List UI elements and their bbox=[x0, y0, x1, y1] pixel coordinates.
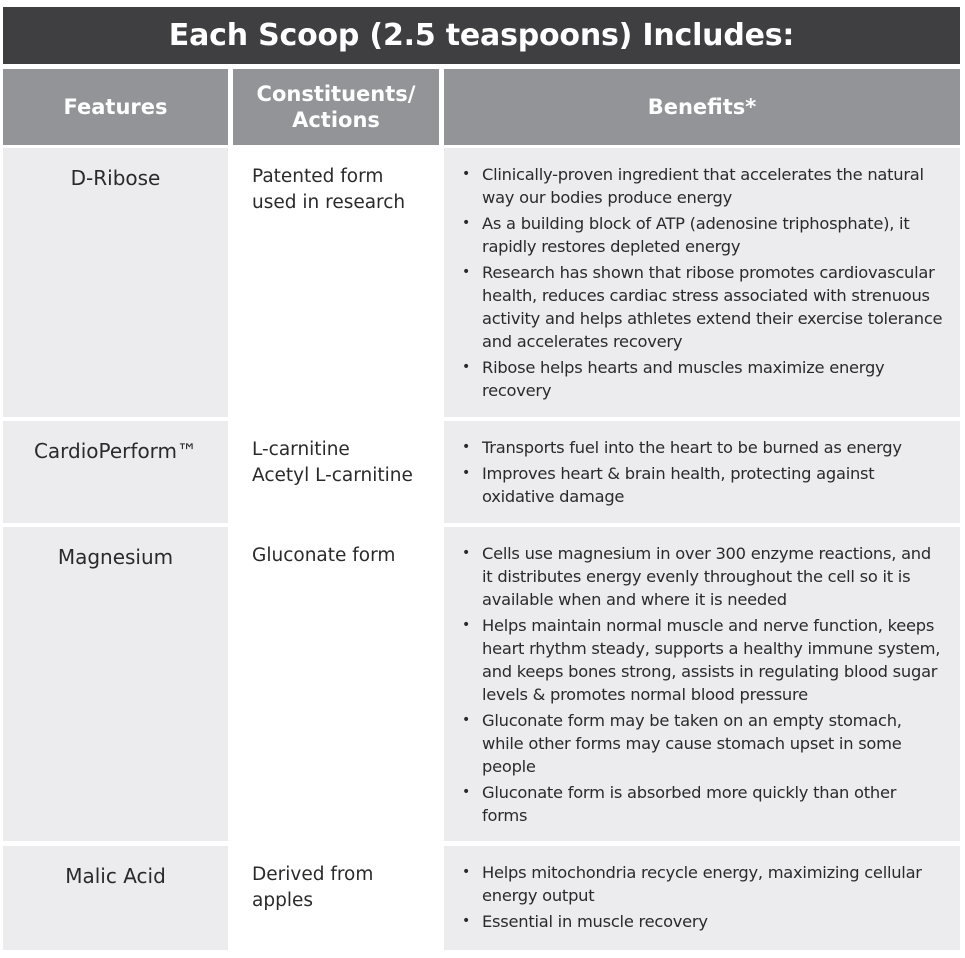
benefits-cell bbox=[444, 421, 960, 523]
table-row-cardioperform bbox=[0, 421, 965, 523]
benefits-list bbox=[462, 861, 946, 933]
bullet-icon: • bbox=[462, 913, 471, 929]
benefits-cell bbox=[444, 148, 960, 417]
constituent-line: L-carnitine bbox=[252, 439, 350, 460]
bullet-icon: • bbox=[462, 864, 471, 880]
benefit-item bbox=[462, 709, 946, 778]
benefit-text: Gluconate form may be taken on an empty stomach, while other forms may cause stomach upset in some people bbox=[482, 711, 902, 776]
bullet-icon: • bbox=[462, 712, 471, 728]
feature-cell: CardioPerform™ bbox=[3, 421, 228, 523]
benefit-text: Improves heart & brain health, protecting against oxidative damage bbox=[482, 464, 875, 506]
header-features: Features bbox=[3, 69, 228, 145]
benefits-cell bbox=[444, 846, 960, 950]
constituents-cell bbox=[252, 148, 442, 417]
header-benefits: Benefits* bbox=[444, 69, 960, 145]
bullet-icon: • bbox=[462, 465, 471, 481]
constituent-line: Acetyl L-carnitine bbox=[252, 465, 413, 486]
benefit-text: Gluconate form is absorbed more quickly than other forms bbox=[482, 783, 897, 825]
benefit-item bbox=[462, 781, 946, 827]
bullet-icon: • bbox=[462, 545, 471, 561]
bullet-icon: • bbox=[462, 784, 471, 800]
bullet-icon: • bbox=[462, 439, 471, 455]
benefit-text: Ribose helps hearts and muscles maximize energy recovery bbox=[482, 358, 885, 400]
benefit-text: As a building block of ATP (adenosine triphosphate), it rapidly restores depleted energy bbox=[482, 214, 910, 256]
bullet-icon: • bbox=[462, 617, 471, 633]
benefit-text: Helps mitochondria recycle energy, maximizing cellular energy output bbox=[482, 863, 922, 905]
benefit-text: Cells use magnesium in over 300 enzyme reactions, and it distributes energy evenly throughout the cell so it is available when and where it is needed bbox=[482, 544, 931, 609]
constituents-cell bbox=[252, 421, 442, 523]
benefit-item bbox=[462, 436, 946, 459]
table-title: Each Scoop (2.5 teaspoons) Includes: bbox=[3, 7, 960, 64]
feature-cell: Malic Acid bbox=[3, 846, 228, 950]
table-row-magnesium bbox=[0, 527, 965, 841]
benefit-text: Helps maintain normal muscle and nerve function, keeps heart rhythm steady, supports a healthy immune system, and keeps bones strong, assists in regulating blood sugar levels & promotes normal blood pressure bbox=[482, 616, 941, 704]
header-constituents bbox=[233, 69, 439, 145]
benefit-text: Research has shown that ribose promotes cardiovascular health, reduces cardiac stress associated with strenuous activity and helps athletes extend their exercise tolerance and accelerates recovery bbox=[482, 263, 943, 351]
constituent-line: Derived from bbox=[252, 864, 374, 885]
bullet-icon: • bbox=[462, 264, 471, 280]
header-constituents-line2: Actions bbox=[292, 108, 380, 132]
constituent-line: used in research bbox=[252, 192, 406, 213]
benefit-item bbox=[462, 861, 946, 907]
benefits-list bbox=[462, 542, 946, 827]
constituent-line: apples bbox=[252, 890, 313, 911]
constituents-cell bbox=[252, 527, 442, 841]
bullet-icon: • bbox=[462, 166, 471, 182]
benefit-text: Transports fuel into the heart to be burned as energy bbox=[482, 438, 902, 457]
table-row-malic-acid bbox=[0, 846, 965, 950]
benefit-item bbox=[462, 163, 946, 209]
benefit-text: Clinically-proven ingredient that accelerates the natural way our bodies produce energy bbox=[482, 165, 924, 207]
benefit-text: Essential in muscle recovery bbox=[482, 912, 708, 931]
bullet-icon: • bbox=[462, 359, 471, 375]
benefit-item bbox=[462, 356, 946, 402]
benefit-item bbox=[462, 261, 946, 353]
feature-cell: Magnesium bbox=[3, 527, 228, 841]
header-constituents-line1: Constituents/ bbox=[256, 82, 416, 106]
constituent-line: Patented form bbox=[252, 166, 384, 187]
bullet-icon: • bbox=[462, 215, 471, 231]
benefit-item bbox=[462, 614, 946, 706]
benefits-cell bbox=[444, 527, 960, 841]
benefits-list bbox=[462, 436, 946, 508]
constituent-line: Gluconate form bbox=[252, 545, 396, 566]
table-row-d-ribose bbox=[0, 148, 965, 417]
constituents-cell bbox=[252, 846, 442, 950]
benefit-item bbox=[462, 910, 946, 933]
benefit-item bbox=[462, 212, 946, 258]
benefit-item bbox=[462, 542, 946, 611]
feature-cell: D-Ribose bbox=[3, 148, 228, 417]
benefit-item bbox=[462, 462, 946, 508]
benefits-list bbox=[462, 163, 946, 402]
